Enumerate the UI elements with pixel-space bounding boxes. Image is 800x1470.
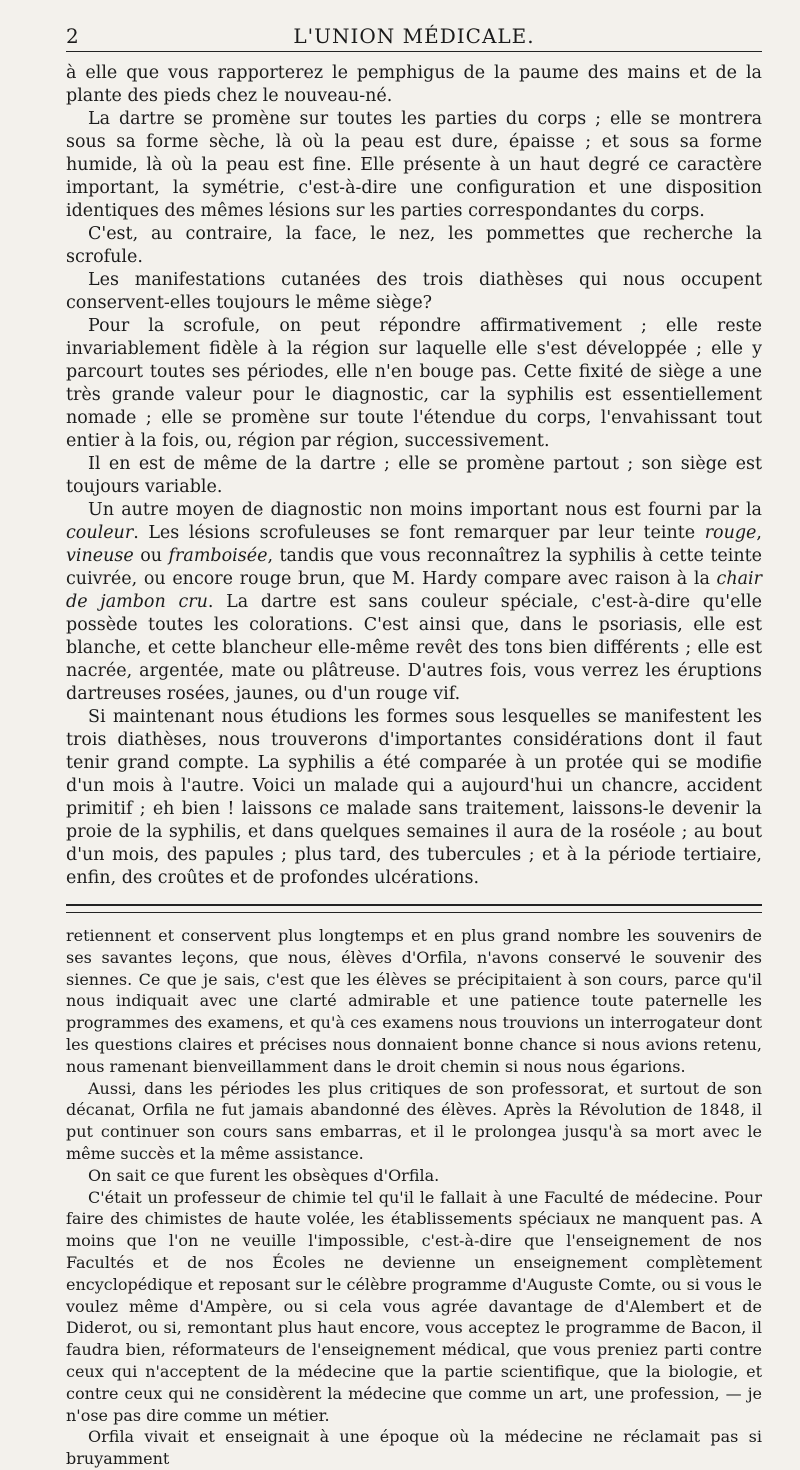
page-header bbox=[66, 0, 762, 52]
page-number: 2 bbox=[66, 24, 79, 48]
italic-term: chair de jambon cru bbox=[66, 569, 762, 612]
text-run: , tandis que vous reconnaîtrez la syphilis à cette teinte cuivrée, ou encore rouge brun, que M. Hardy compare avec raison à la bbox=[66, 546, 762, 589]
running-title: L'UNION MÉDICALE. bbox=[293, 24, 535, 48]
text-run: , bbox=[756, 523, 762, 543]
text-run: ou bbox=[133, 546, 169, 566]
italic-term: rouge bbox=[704, 523, 757, 543]
paragraph: Les manifestations cutanées des trois diathèses qui nous occupent conservent-elles toujours le même siège? bbox=[66, 270, 762, 313]
paragraph: C'est, au contraire, la face, le nez, les pommettes que recherche la scrofule. bbox=[66, 224, 762, 267]
paragraph: C'était un professeur de chimie tel qu'il le fallait à une Faculté de médecine. Pour faire des chimistes de haute volée, les établissements spéciaux ne manquent pas. A moins que l'on ne veuille l'impossible, c'est-à-dire que l'enseignement de nos Facultés et de nos Écoles ne devienne un enseignement complètement encyclopédique et reposant sur le célèbre programme d'Auguste Comte, ou si vous le voulez même d'Ampère, ou si cela vous agrée davantage de d'Alembert et de Diderot, ou si, remontant plus haut encore, vous acceptez le programme de Bacon, il faudra bien, réformateurs de l'enseignement médical, que vous preniez parti contre ceux qui n'acceptent de la médecine que la partie scientifique, que la biologie, et contre ceux qui ne considèrent la médecine que comme un art, une profession, — je n'ose pas dire comme un métier. bbox=[66, 1187, 762, 1425]
main-text bbox=[66, 62, 762, 890]
feuilleton-text bbox=[66, 925, 762, 1470]
paragraph: Si maintenant nous étudions les formes sous lesquelles se manifestent les trois diathèses, nous trouverons d'importantes considérations dont il faut tenir grand compte. La syphilis a été comparée à un protée qui se modifie d'un mois à l'autre. Voici un malade qui a aujourd'hui un chancre, accident primitif ; eh bien ! laissons ce malade sans traitement, laissons-le devenir la proie de la syphilis, et dans quelques semaines il aura de la roséole ; au bout d'un mois, des papules ; plus tard, des tubercules ; et à la période tertiaire, enfin, des croûtes et de profondes ulcérations. bbox=[66, 707, 762, 888]
paragraph: Orfila vivait et enseignait à une époque où la médecine ne réclamait pas si bruyamment bbox=[66, 1427, 762, 1469]
text-run: . Les lésions scrofuleuses se font remarquer par leur teinte bbox=[133, 523, 705, 543]
paragraph: à elle que vous rapporterez le pemphigus de la paume des mains et de la plante des pieds chez le nouveau-né. bbox=[66, 63, 762, 106]
feuilleton-separator bbox=[66, 904, 762, 913]
paragraph: On sait ce que furent les obsèques d'Orfila. bbox=[88, 1165, 440, 1185]
paragraph: retiennent et conservent plus longtemps et en plus grand nombre les souvenirs de ses savantes leçons, que nous, élèves d'Orfila, n'avons conservé le souvenir des siennes. Ce que je sais, c'est que les élèves se précipitaient à son cours, parce qu'il nous indiquait avec une clarté admirable et une patience toute paternelle les programmes des examens, et qu'à ces examens nous trouvions un interrogateur dont les questions claires et précises nous donnaient bonne chance si nous avions retenu, nous ramenant bienveillamment dans le droit chemin si nous nous égarions. bbox=[66, 926, 762, 1076]
italic-term: couleur bbox=[66, 523, 134, 543]
italic-term: framboisée bbox=[168, 546, 268, 566]
paragraph-couleur bbox=[66, 499, 762, 706]
italic-term: vineuse bbox=[66, 546, 134, 566]
paragraph: Il en est de même de la dartre ; elle se promène partout ; son siège est toujours variable. bbox=[66, 454, 762, 497]
paragraph: Aussi, dans les périodes les plus critiques de son professorat, et surtout de son décanat, Orfila ne fut jamais abandonné des élèves. Après la Révolution de 1848, il put continuer son cours sans embarras, et il le prolongea jusqu'à sa mort avec le même succès et la même assistance. bbox=[66, 1078, 762, 1163]
text-run: Un autre moyen de diagnostic non moins important nous est fourni par la bbox=[88, 500, 762, 520]
header-rule bbox=[66, 51, 762, 52]
paragraph: La dartre se promène sur toutes les parties du corps ; elle se montrera sous sa forme sèche, là où la peau est dure, épaisse ; et sous sa forme humide, là où la peau est fine. Elle présente à un haut degré ce caractère important, la symétrie, c'est-à-dire une configuration et une disposition identiques des mêmes lésions sur les parties correspondantes du corps. bbox=[66, 109, 762, 221]
paragraph: Pour la scrofule, on peut répondre affirmativement ; elle reste invariablement fidèle à la région sur laquelle elle s'est développée ; elle y parcourt toutes ses périodes, elle n'en bouge pas. Cette fixité de siège a une très grande valeur pour le diagnostic, car la syphilis est essentiellement nomade ; elle se promène sur toute l'étendue du corps, l'envahissant tout entier à la fois, ou, région par région, successivement. bbox=[66, 316, 762, 451]
text-run: . La dartre est sans couleur spéciale, c'est-à-dire qu'elle possède toutes les colorations. C'est ainsi que, dans le psoriasis, elle est blanche, et cette blancheur elle-même revêt des tons bien différents ; elle est nacrée, argentée, mate ou plâtreuse. D'autres fois, vous verrez les éruptions dartreuses rosées, jaunes, ou d'un rouge vif. bbox=[66, 592, 762, 704]
